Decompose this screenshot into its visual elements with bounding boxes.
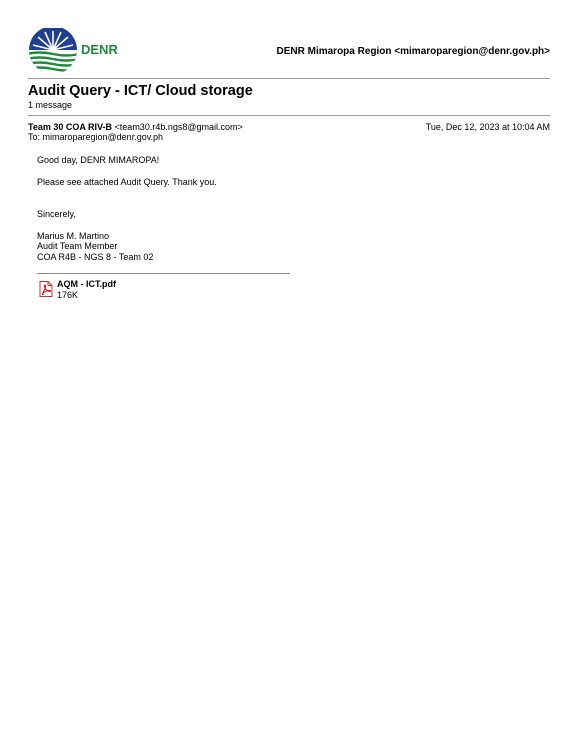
logo-text: DENR: [81, 42, 118, 57]
divider: [28, 78, 550, 79]
message-date: Tue, Dec 12, 2023 at 10:04 AM: [425, 122, 550, 132]
pdf-icon[interactable]: [39, 281, 53, 297]
body-greeting: Good day, DENR MIMAROPA!: [37, 155, 160, 165]
recipient: To: mimaroparegion@denr.gov.ph: [28, 132, 164, 142]
body-closing: Sincerely,: [37, 209, 76, 219]
sender: [28, 122, 243, 132]
message-count: 1 message: [28, 100, 73, 110]
attachment-size: 176K: [57, 290, 79, 300]
signature-name: Marius M. Martino: [37, 230, 110, 241]
sender-name: Team 30 COA RIV-B: [28, 122, 113, 132]
divider: [28, 115, 550, 116]
body-line: Please see attached Audit Query. Thank you.: [37, 176, 217, 187]
denr-logo: [28, 28, 128, 72]
attachment-name[interactable]: AQM - ICT.pdf: [57, 279, 116, 289]
signature-team: COA R4B - NGS 8 - Team 02: [37, 251, 154, 262]
message-body: [37, 155, 217, 262]
attachment-divider: [37, 273, 290, 274]
signature-title: Audit Team Member: [37, 241, 118, 251]
sender-email: <team30.r4b.ngs8@gmail.com>: [114, 122, 243, 132]
email-subject: Audit Query - ICT/ Cloud storage: [28, 83, 253, 99]
account-label: DENR Mimaropa Region <mimaroparegion@denr.gov.ph>: [276, 46, 550, 57]
